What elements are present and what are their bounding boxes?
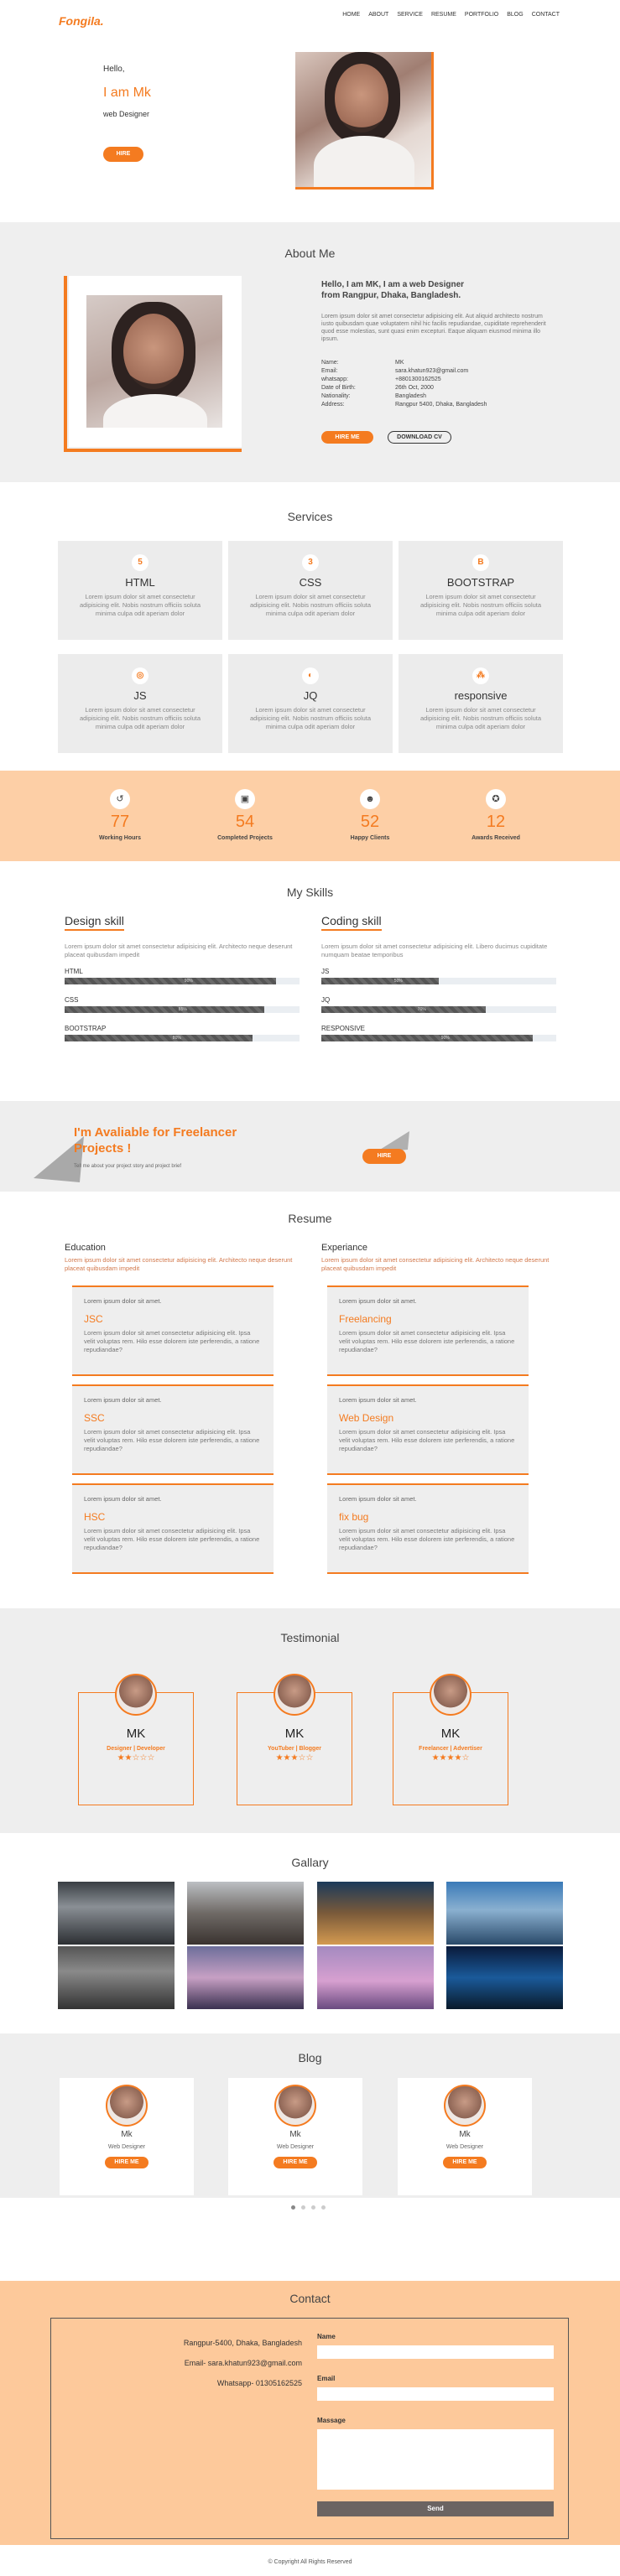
testimonial-title: Testimonial [280,1631,340,1644]
gallery-image-lone-tree[interactable] [317,1946,434,2009]
skill-bar-js: 50% [321,978,556,984]
contact-address: Rangpur-5400, Dhaka, Bangladesh [183,2339,302,2347]
nav-contact[interactable]: CONTACT [531,12,560,18]
hero-role: web Designer [103,110,150,118]
experience-title: Experiance [321,1243,368,1253]
hero-photo [295,52,434,190]
contact-whatsapp: Whatsapp- 01305162525 [216,2379,302,2387]
design-skill-column: Design skill Lorem ipsum dolor sit amet consectetur adipisicing elit. Architecto neque deserunt placeat quibusdam impedit HTML 90% CSS 85% BOOTSTRAP 80% [65,914,300,1053]
contact-title: Contact [289,2292,331,2305]
resume-card-ssc: Lorem ipsum dolor sit amet. SSC Lorem ipsum dolor sit amet consectetur adipisicing elit. Ipsa velit voluptas rem. Hilo esse dolorem iste perferendis, a ratione repudiandae? [72,1384,274,1475]
info-row-name: Name: MK [321,360,404,366]
gallery-image-rocks[interactable] [58,1946,175,2009]
email-label: Email [317,2375,336,2382]
counter-working-hours: ↺ 77 Working Hours [65,771,175,841]
gallery-image-city-night[interactable] [317,1882,434,1945]
hero-name: I am Mk [103,86,151,100]
gallery-image-mountain-lake[interactable] [446,1882,563,1945]
info-row-address: Address: Rangpur 5400, Dhaka, Bangladesh [321,402,487,408]
blog-avatar [274,2085,316,2127]
name-input[interactable] [317,2345,554,2359]
about-photo [86,295,222,428]
bootstrap-icon: B [472,554,489,571]
counter-completed-projects: ▣ 54 Completed Projects [190,771,300,841]
main-nav [342,12,560,18]
about-heading: Hello, I am MK, I am a web Designer from Rangpur, Dhaka, Bangladesh. [321,280,465,300]
css3-icon: 3 [302,554,319,571]
js-icon: ◎ [132,667,148,684]
coding-skill-title: Coding skill [321,914,382,931]
skill-bar-responsive: 90% [321,1035,556,1041]
contact-info [101,2333,302,2393]
skill-bar-bootstrap: 80% [65,1035,300,1041]
info-row-whatsapp: whatsapp: +8801300162525 [321,377,441,382]
service-card-html: 5 HTML Lorem ipsum dolor sit amet consectetur adipisicing elit. Nobis nostrum officiis soluta minima culpa odit aperiam dolor [58,541,222,640]
info-row-nationality: Nationality: Bangladesh [321,393,426,399]
testimonial-avatar [115,1674,157,1716]
resume-card-fix-bug: Lorem ipsum dolor sit amet. fix bug Lorem ipsum dolor sit amet consectetur adipisicing elit. Ipsa velit voluptas rem. Hilo esse dolorem iste perferendis, a ratione repudiandae? [327,1483,529,1574]
send-button[interactable]: Send [317,2501,554,2516]
info-row-email: Email: sara.khatun923@gmail.com [321,368,469,374]
service-card-bootstrap: B BOOTSTRAP Lorem ipsum dolor sit amet consectetur adipisicing elit. Nobis nostrum officiis soluta minima culpa odit aperiam dolor [399,541,563,640]
blog-card: Mk Web Designer HIRE ME [60,2078,194,2195]
nav-resume[interactable]: RESUME [430,12,456,18]
counter-happy-clients: ☻ 52 Happy Clients [315,771,425,841]
gallery-image-mountain-snow[interactable] [187,1882,304,1945]
footer-copyright: © Copyright All Rights Reserved [268,2559,352,2565]
star-rating: ★★★☆☆ [275,1753,314,1763]
hero-hire-button[interactable]: HIRE [103,147,143,162]
award-icon: ✪ [486,789,506,809]
email-input[interactable] [317,2387,554,2401]
about-info-list [321,359,487,409]
message-textarea[interactable] [317,2429,554,2490]
freelance-hire-button[interactable]: HIRE [362,1149,406,1164]
education-title: Education [65,1243,106,1253]
service-card-jq: ◐ JQ Lorem ipsum dolor sit amet consectetur adipisicing elit. Nobis nostrum officiis soluta minima culpa odit aperiam dolor [228,654,393,753]
info-row-dob: Date of Birth: 26th Oct, 2000 [321,385,434,391]
blog-hire-button[interactable]: HIRE ME [443,2157,487,2168]
download-cv-button[interactable]: DOWNLOAD CV [388,431,451,444]
skills-title: My Skills [286,886,334,899]
site-logo[interactable]: Fongila. [59,14,104,28]
about-hire-button[interactable]: HIRE ME [321,431,373,444]
service-card-responsive: ⁂ responsive Lorem ipsum dolor sit amet consectetur adipisicing elit. Nobis nostrum officiis soluta minima culpa odit aperiam dolor [399,654,563,753]
blog-avatar [106,2085,148,2127]
nav-portfolio[interactable]: PORTFOLIO [464,12,499,18]
message-label: Massage [317,2417,346,2424]
gallery-image-mountain-storm[interactable] [58,1882,175,1945]
nav-blog[interactable]: BLOG [507,12,524,18]
contact-email: Email- sara.khatun923@gmail.com [184,2359,302,2367]
testimonial-card: MK YouTuber | Blogger ★★★☆☆ [237,1692,352,1805]
nav-service[interactable]: SERVICE [397,12,423,18]
resume-card-freelancing: Lorem ipsum dolor sit amet. Freelancing Lorem ipsum dolor sit amet consectetur adipisicing elit. Ipsa velit voluptas rem. Hilo esse dolorem iste perferendis, a ratione repudiandae? [327,1285,529,1376]
users-icon: ☻ [360,789,380,809]
testimonial-card: MK Designer | Developer ★★☆☆☆ [78,1692,194,1805]
skill-bar-css: 85% [65,1006,300,1013]
star-rating: ★★☆☆☆ [117,1753,155,1763]
gift-icon: ▣ [235,789,255,809]
resume-card-hsc: Lorem ipsum dolor sit amet. HSC Lorem ipsum dolor sit amet consectetur adipisicing elit. Ipsa velit voluptas rem. Hilo esse dolorem iste perferendis, a ratione repudiandae? [72,1483,274,1574]
carousel-dot-active[interactable] [291,2205,295,2210]
gallery-image-night-skyline[interactable] [446,1946,563,2009]
blog-hire-button[interactable]: HIRE ME [274,2157,317,2168]
blog-card: Mk Web Designer HIRE ME [398,2078,532,2195]
education-desc: Lorem ipsum dolor sit amet consectetur adipisicing elit. Architecto neque deserunt placeat quibusdam impedit [65,1256,293,1272]
education-column [65,1243,308,1273]
gallery-image-sunset-lake[interactable] [187,1946,304,2009]
service-card-js: ◎ JS Lorem ipsum dolor sit amet consectetur adipisicing elit. Nobis nostrum officiis soluta minima culpa odit aperiam dolor [58,654,222,753]
resume-title: Resume [288,1212,332,1225]
experience-desc: Lorem ipsum dolor sit amet consectetur adipisicing elit. Architecto neque deserunt placeat quibusdam impedit [321,1256,550,1272]
blog-card: Mk Web Designer HIRE ME [228,2078,362,2195]
blog-title: Blog [298,2051,322,2064]
testimonial-avatar [274,1674,315,1716]
responsive-icon: ⁂ [472,667,489,684]
skill-bar-jq: 70% [321,1006,556,1013]
skill-bar-html: 90% [65,978,300,984]
blog-hire-button[interactable]: HIRE ME [105,2157,148,2168]
jquery-icon: ◐ [302,667,319,684]
testimonial-avatar [430,1674,472,1716]
coding-skill-desc: Lorem ipsum dolor sit amet consectetur adipisicing elit. Libero ducimus cupiditate numquam beatae temporibus [321,943,548,958]
design-skill-title: Design skill [65,914,124,931]
design-skill-desc: Lorem ipsum dolor sit amet consectetur adipisicing elit. Architecto neque deserunt placeat quibusdam impedit [65,943,293,958]
resume-card-jsc: Lorem ipsum dolor sit amet. JSC Lorem ipsum dolor sit amet consectetur adipisicing elit. Ipsa velit voluptas rem. Hilo esse dolorem iste perferendis, a ratione repudiandae? [72,1285,274,1376]
star-rating: ★★★★☆ [431,1753,470,1763]
counters-section [0,771,620,861]
coding-skill-column: Coding skill Lorem ipsum dolor sit amet consectetur adipisicing elit. Libero ducimus cupiditate numquam beatae temporibus JS 50% JQ 70% RESPONSIVE 90% [321,914,556,1053]
name-label: Name [317,2333,336,2340]
hero-greeting: Hello, [103,65,125,74]
service-card-css: 3 CSS Lorem ipsum dolor sit amet consectetur adipisicing elit. Nobis nostrum officiis soluta minima culpa odit aperiam dolor [228,541,393,640]
blog-avatar [444,2085,486,2127]
about-title: About Me [284,247,336,260]
history-icon: ↺ [110,789,130,809]
carousel-dot[interactable] [301,2205,305,2210]
testimonial-card: MK Freelancer | Advertiser ★★★★☆ [393,1692,508,1805]
freelance-subtext: Tell me about your project story and project brief [74,1164,182,1169]
resume-card-web-design: Lorem ipsum dolor sit amet. Web Design Lorem ipsum dolor sit amet consectetur adipisicing elit. Ipsa velit voluptas rem. Hilo esse dolorem iste perferendis, a ratione repudiandae? [327,1384,529,1475]
nav-about[interactable]: ABOUT [368,12,389,18]
freelance-heading: I'm Avaliable for Freelancer Projects ! [74,1125,237,1156]
about-description: Lorem ipsum dolor sit amet consectetur adipisicing elit. Aut aliquid architecto nostrum iusto quibusdam quae voluptatem nihil hic facilis repudiandae, cupiditate reprehenderit quod esse molestias, sunt quasi enim excepturi. Eaque aliquam eiusmod minima illo ipsum. [321,314,546,342]
html5-icon: 5 [132,554,148,571]
carousel-dot[interactable] [321,2205,326,2210]
counter-awards: ✪ 12 Awards Received [441,771,550,841]
nav-home[interactable]: HOME [342,12,361,18]
services-title: Services [287,510,333,523]
gallery-title: Gallary [291,1856,329,1869]
carousel-dot[interactable] [311,2205,315,2210]
experience-column [321,1243,565,1273]
